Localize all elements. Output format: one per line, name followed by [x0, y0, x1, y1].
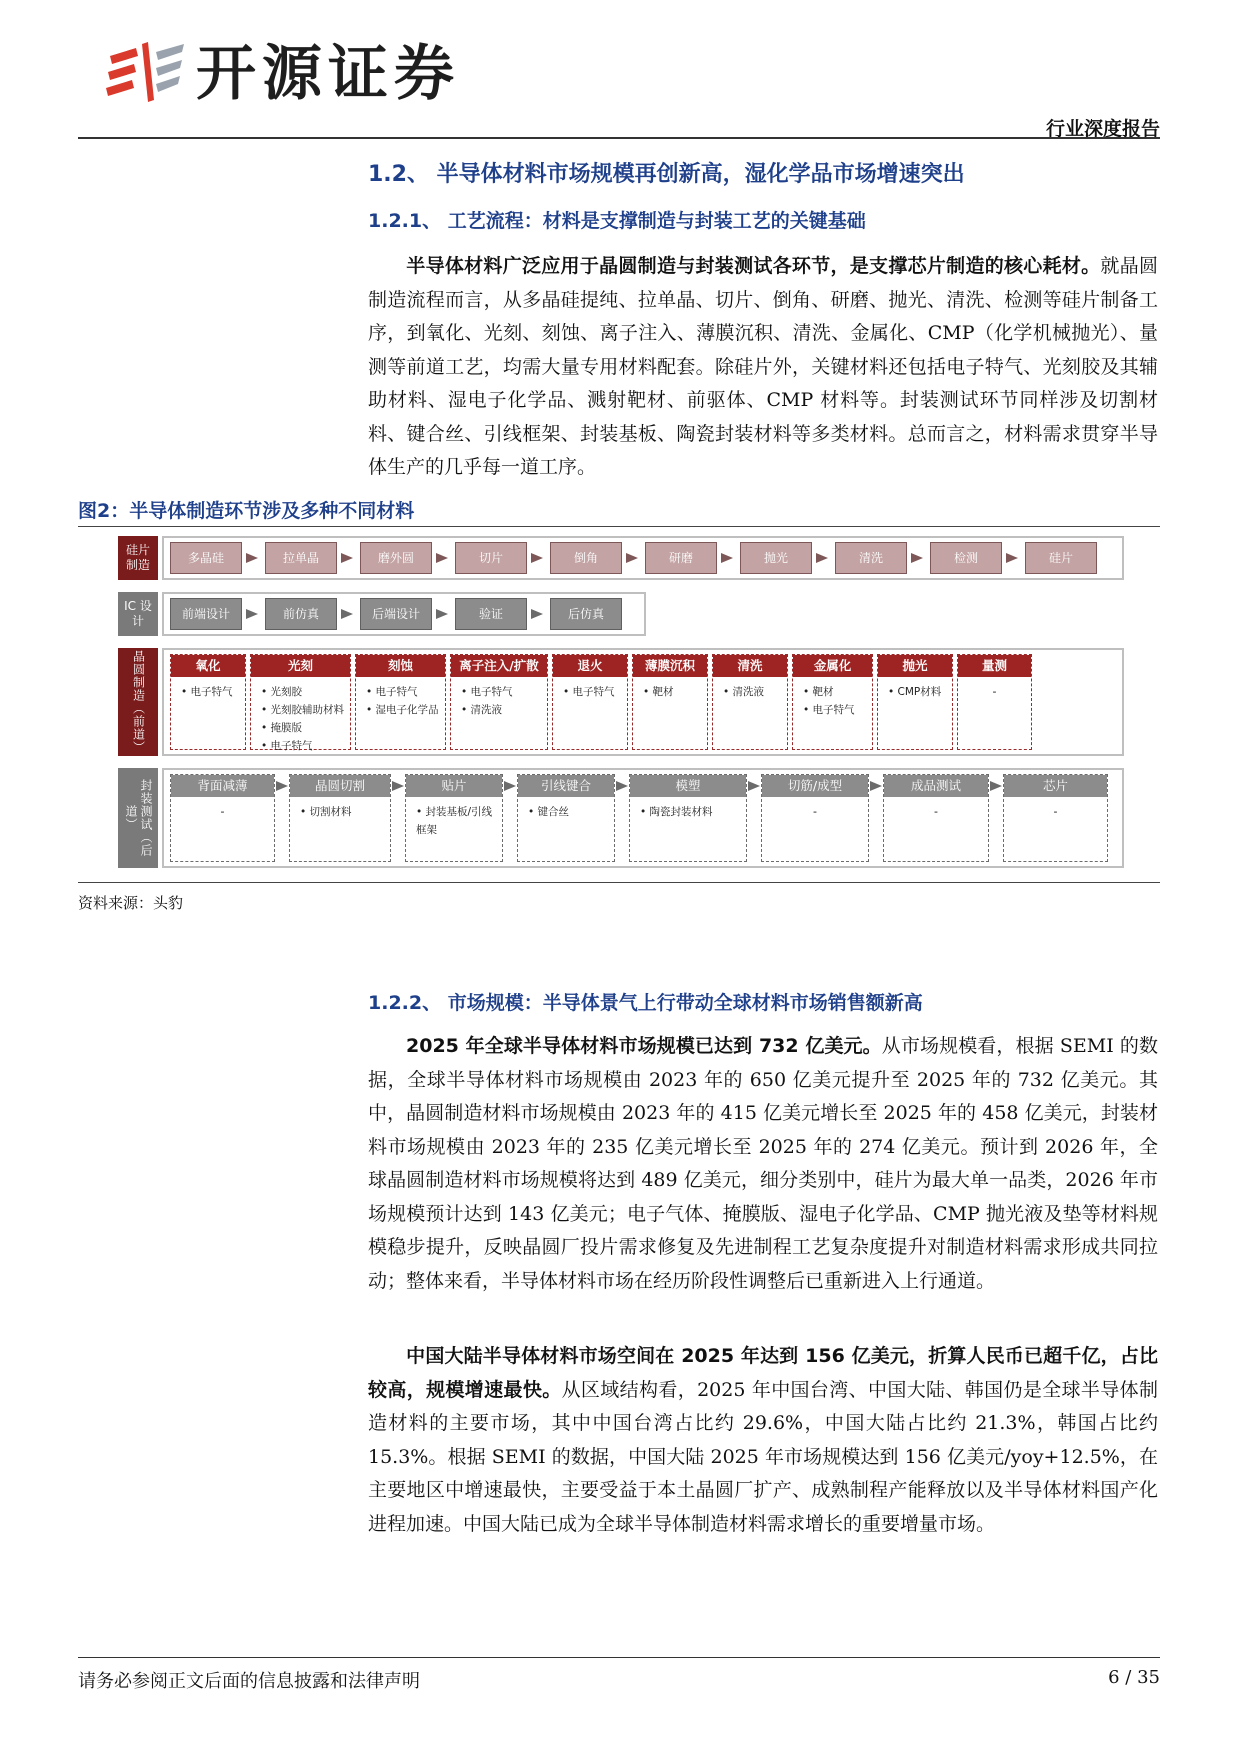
arrow-right-icon [246, 608, 258, 620]
empty-material-mark: - [220, 805, 225, 818]
row-label-wafer: 硅片 制造 [118, 536, 158, 580]
ic-step-2: 前仿真 [265, 598, 337, 630]
back-process-name: 引线键合 [518, 775, 614, 797]
back-process-name: 成品测试 [884, 775, 988, 797]
wafer-step-10: 硅片 [1025, 542, 1097, 574]
back-process-name: 晶圆切割 [290, 775, 390, 797]
back-process-name: 模塑 [630, 775, 746, 797]
back-process-name: 芯片 [1004, 775, 1107, 797]
front-process-name: 刻蚀 [356, 655, 445, 677]
back-process-1 [170, 774, 275, 862]
ic-step-3: 后端设计 [360, 598, 432, 630]
wafer-step-6: 研磨 [645, 542, 717, 574]
material-item: • 键合丝 [528, 803, 610, 821]
front-process-materials [878, 677, 952, 701]
ic-step-4: 验证 [455, 598, 527, 630]
wafer-step-2: 拉单晶 [265, 542, 337, 574]
arrow-right-icon [436, 608, 448, 620]
arrow-right-icon [531, 608, 543, 620]
report-type-label: 行业深度报告 [1045, 118, 1160, 140]
front-process-materials [553, 677, 627, 701]
arrow-right-icon [626, 552, 638, 564]
arrow-right-icon [990, 780, 1002, 792]
paragraph-3-lead: 中国大陆半导体材料市场空间在 2025 年达到 156 亿美元，折算人民币已超千亿，占比较高，规模增速最快。 [368, 1345, 1158, 1401]
material-item: • 光刻胶辅助材料 [261, 701, 346, 719]
paragraph-1-lead: 半导体材料广泛应用于晶圆制造与封装测试各环节，是支撑芯片制造的核心耗材。 [406, 255, 1101, 277]
arrow-right-icon [276, 780, 288, 792]
brand-name: 开源证券 [196, 39, 460, 109]
arrow-right-icon [816, 552, 828, 564]
ic-step-5: 后仿真 [550, 598, 622, 630]
paragraph-1 [368, 250, 1158, 485]
paragraph-2 [368, 1030, 1158, 1298]
footer-disclaimer: 请务必参阅正文后面的信息披露和法律声明 [78, 1671, 420, 1692]
front-process-name: 抛光 [878, 655, 952, 677]
material-item: • 封装基板/引线框架 [416, 803, 498, 839]
material-item: • 陶瓷封装材料 [640, 803, 742, 821]
front-process-name: 退火 [553, 655, 627, 677]
wafer-step-4: 切片 [455, 542, 527, 574]
front-process-materials [171, 677, 245, 701]
arrow-right-icon [1006, 552, 1018, 564]
back-process-name: 切筋/成型 [762, 775, 868, 797]
arrow-right-icon [504, 780, 516, 792]
material-item: • 电子特气 [461, 683, 543, 701]
arrow-right-icon [392, 780, 404, 792]
front-process-5 [552, 654, 628, 750]
front-process-name: 金属化 [793, 655, 872, 677]
back-process-3 [405, 774, 503, 862]
front-process-name: 量测 [958, 655, 1031, 677]
material-item: • 湿电子化学品 [366, 701, 441, 719]
material-item: • 靶材 [643, 683, 703, 701]
figure-bottom-rule [78, 882, 1160, 883]
back-process-6 [761, 774, 869, 862]
front-process-materials [793, 677, 872, 719]
front-process-1 [170, 654, 246, 750]
figure-title: 图2：半导体制造环节涉及多种不同材料 [78, 500, 415, 522]
wafer-step-8: 清洗 [835, 542, 907, 574]
material-item: • CMP材料 [888, 683, 948, 701]
material-item: • 电子特气 [261, 737, 346, 755]
arrow-right-icon [341, 552, 353, 564]
wafer-step-1: 多晶硅 [170, 542, 242, 574]
subsection-title-1: 1.2.1、 工艺流程：材料是支撑制造与封装工艺的关键基础 [368, 210, 866, 232]
back-process-5 [629, 774, 747, 862]
front-process-name: 氧化 [171, 655, 245, 677]
figure-source: 资料来源：头豹 [78, 894, 184, 912]
paragraph-2-body: 从市场规模看，根据 SEMI 的数据，全球半导体材料市场规模由 2023 年的 650 亿美元提升至 2025 年的 732 亿美元。其中，晶圆制造材料市场规模由 2023 年的 415 亿美元增长至 2025 年的 458 亿美元，封装材料市场规模由 2023 年的 235 亿美元增长至 2025 年的 274 亿美元。预计到 2026 年，全球晶圆制造材料市场规模将达到 489 亿美元，细分类别中，硅片为最大单一品类，2026 年市场规模预计达到 143 亿美元；电子气体、掩膜版、湿电子化学品、CMP 抛光液及垫等材料规模稳步提升，反映晶圆厂投片需求修复及先进制程工艺复杂度提升对制造材料需求形成共同拉动；整体来看，半导体材料市场在经历阶段性调整后已重新进入上行通道。 [368, 1035, 1158, 1292]
front-process-name: 薄膜沉积 [633, 655, 707, 677]
material-item: • 掩膜版 [261, 719, 346, 737]
back-process-4 [517, 774, 615, 862]
arrow-right-icon [721, 552, 733, 564]
front-process-materials [633, 677, 707, 701]
arrow-right-icon [246, 552, 258, 564]
wafer-step-5: 倒角 [550, 542, 622, 574]
front-process-name: 光刻 [251, 655, 350, 677]
front-process-materials [451, 677, 547, 719]
material-item: • 电子特气 [803, 701, 868, 719]
material-item: • 切割材料 [300, 803, 386, 821]
paragraph-1-body: 就晶圆制造流程而言，从多晶硅提纯、拉单晶、切片、倒角、研磨、抛光、清洗、检测等硅片制备工序，到氧化、光刻、刻蚀、离子注入、薄膜沉积、清洗、金属化、CMP（化学机械抛光）、量测等前道工艺，均需大量专用材料配套。除硅片外，关键材料还包括电子特气、光刻胶及其辅助材料、湿电子化学品、溅射靶材、前驱体、CMP 材料等。封装测试环节同样涉及切割材料、键合丝、引线框架、封装基板、陶瓷封装材料等多类材料。总而言之，材料需求贯穿半导体生产的几乎每一道工序。 [368, 255, 1158, 478]
back-process-2 [289, 774, 391, 862]
material-item: • 电子特气 [181, 683, 241, 701]
back-process-8 [1003, 774, 1108, 862]
material-item: • 清洗液 [461, 701, 543, 719]
back-process-materials [290, 797, 390, 821]
front-process-8 [792, 654, 873, 750]
paragraph-2-lead: 2025 年全球半导体材料市场规模已达到 732 亿美元。 [406, 1035, 882, 1057]
page-number: 6 / 35 [1108, 1667, 1160, 1688]
ic-step-1: 前端设计 [170, 598, 242, 630]
front-process-name: 清洗 [713, 655, 787, 677]
back-process-materials [406, 797, 502, 839]
arrow-right-icon [911, 552, 923, 564]
empty-material-mark: - [934, 805, 938, 818]
row-label-ic: IC 设计 [118, 592, 158, 636]
arrow-right-icon [748, 780, 760, 792]
subsection-title-2: 1.2.2、 市场规模：半导体景气上行带动全球材料市场销售额新高 [368, 992, 923, 1014]
material-item: • 电子特气 [563, 683, 623, 701]
front-process-materials [251, 677, 350, 755]
back-process-name: 贴片 [406, 775, 502, 797]
back-process-materials [630, 797, 746, 821]
arrow-right-icon [870, 780, 882, 792]
back-process-materials [518, 797, 614, 821]
front-process-10 [957, 654, 1032, 750]
figure-top-rule [78, 526, 1160, 527]
material-item: • 清洗液 [723, 683, 783, 701]
front-process-4 [450, 654, 548, 750]
paragraph-3-body: 从区域结构看，2025 年中国台湾、中国大陆、韩国仍是全球半导体制造材料的主要市场，其中中国台湾占比约 29.6%，中国大陆占比约 21.3%，韩国占比约 15.3%。根据 SEMI 的数据，中国大陆 2025 年市场规模达到 156 亿美元/yoy+12.5%，在主要地区中增速最快，主要受益于本土晶圆厂扩产、成熟制程产能释放以及半导体材料国产化进程加速。中国大陆已成为全球半导体制造材料需求增长的重要增量市场。 [368, 1378, 1158, 1535]
front-process-materials [713, 677, 787, 701]
footer-divider [78, 1657, 1160, 1658]
empty-material-mark: - [1053, 805, 1058, 818]
process-diagram [118, 536, 1124, 872]
front-process-3 [355, 654, 446, 750]
brand-logo-icon [102, 38, 188, 110]
arrow-right-icon [531, 552, 543, 564]
row-label-back: 封装测试（后道） [118, 768, 158, 868]
arrow-right-icon [616, 780, 628, 792]
section-title: 1.2、 半导体材料市场规模再创新高，湿化学品市场增速突出 [368, 162, 965, 187]
material-item: • 光刻胶 [261, 683, 346, 701]
front-process-materials [356, 677, 445, 719]
header-divider [78, 137, 1160, 139]
front-process-2 [250, 654, 351, 750]
row-label-front: 晶圆制造（前道） [118, 648, 158, 756]
front-process-7 [712, 654, 788, 750]
wafer-step-9: 检测 [930, 542, 1002, 574]
front-process-9 [877, 654, 953, 750]
wafer-step-7: 抛光 [740, 542, 812, 574]
empty-material-mark: - [992, 685, 997, 698]
paragraph-3 [368, 1340, 1158, 1541]
back-process-7 [883, 774, 989, 862]
back-process-name: 背面减薄 [171, 775, 274, 797]
arrow-right-icon [341, 608, 353, 620]
arrow-right-icon [436, 552, 448, 564]
empty-material-mark: - [813, 805, 817, 818]
material-item: • 电子特气 [366, 683, 441, 701]
front-process-name: 离子注入/扩散 [451, 655, 547, 677]
front-process-6 [632, 654, 708, 750]
material-item: • 靶材 [803, 683, 868, 701]
wafer-step-3: 磨外圆 [360, 542, 432, 574]
